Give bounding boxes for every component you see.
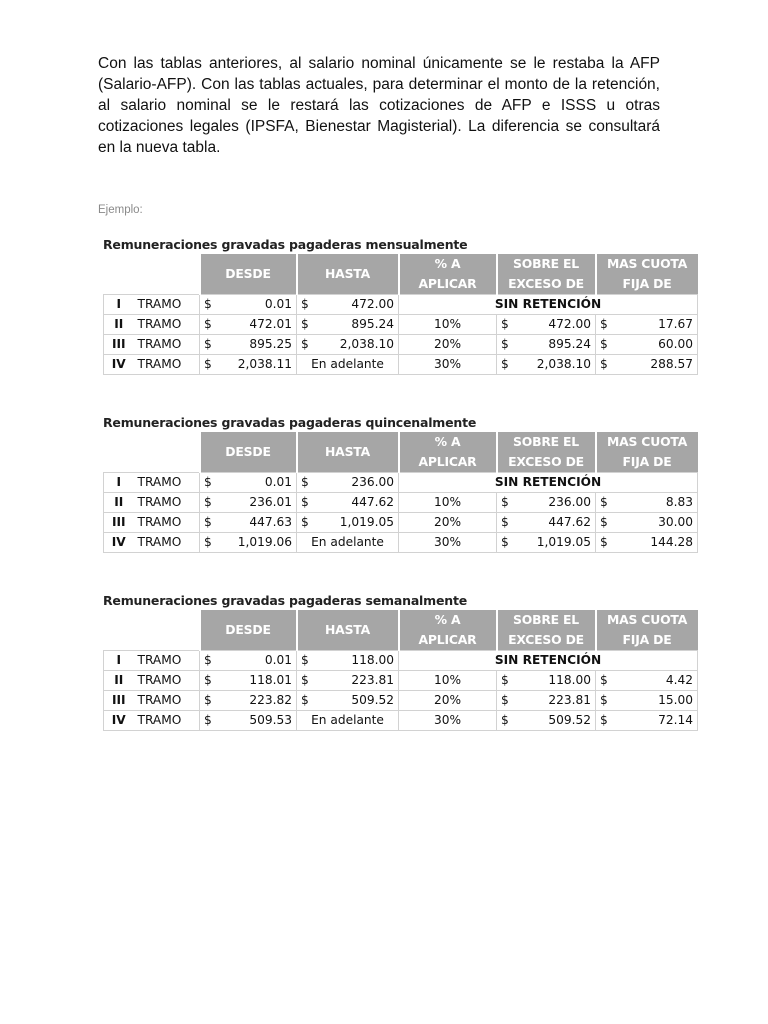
table-row <box>104 711 698 731</box>
header-pct: % A <box>399 254 497 274</box>
currency-sign: $ <box>596 671 616 691</box>
table-row <box>104 355 698 375</box>
sin-retencion: SIN RETENCIÓN <box>399 651 698 671</box>
tramo-label: TRAMO <box>134 355 200 375</box>
header-fija-de: FIJA DE <box>596 630 698 651</box>
currency-sign: $ <box>297 315 317 335</box>
tramo-label: TRAMO <box>134 691 200 711</box>
pct-value: 30% <box>399 355 497 375</box>
exceso-value: 447.62 <box>518 513 596 533</box>
desde-value: 447.63 <box>220 513 297 533</box>
tramo-number: II <box>104 493 134 513</box>
example-label: Ejemplo: <box>98 204 143 216</box>
header-sobre-el: SOBRE EL <box>497 610 596 630</box>
rate-table <box>103 432 698 553</box>
tramo-label: TRAMO <box>134 473 200 493</box>
tramo-number: III <box>104 335 134 355</box>
desde-value: 472.01 <box>220 315 297 335</box>
header-fija-de: FIJA DE <box>596 452 698 473</box>
header-sobre-el: SOBRE EL <box>497 432 596 452</box>
currency-sign: $ <box>200 691 220 711</box>
tramo-label: TRAMO <box>134 493 200 513</box>
tramo-label: TRAMO <box>134 315 200 335</box>
en-adelante: En adelante <box>297 355 399 375</box>
header-mas-cuota: MAS CUOTA <box>596 254 698 274</box>
exceso-value: 1,019.05 <box>518 533 596 553</box>
table-row <box>104 295 698 315</box>
cuota-value: 72.14 <box>616 711 698 731</box>
tramo-label: TRAMO <box>134 335 200 355</box>
pct-value: 30% <box>399 533 497 553</box>
table-row <box>104 315 698 335</box>
exceso-value: 509.52 <box>518 711 596 731</box>
currency-sign: $ <box>297 671 317 691</box>
currency-sign: $ <box>497 533 518 553</box>
cuota-value: 17.67 <box>616 315 698 335</box>
currency-sign: $ <box>297 335 317 355</box>
table-row <box>104 513 698 533</box>
currency-sign: $ <box>497 355 518 375</box>
tramo-label: TRAMO <box>134 651 200 671</box>
currency-sign: $ <box>200 295 220 315</box>
exceso-value: 118.00 <box>518 671 596 691</box>
pct-value: 20% <box>399 335 497 355</box>
hasta-value: 2,038.10 <box>317 335 399 355</box>
pct-value: 10% <box>399 493 497 513</box>
currency-sign: $ <box>200 651 220 671</box>
desde-value: 2,038.11 <box>220 355 297 375</box>
header-aplicar: APLICAR <box>399 630 497 651</box>
header-desde: DESDE <box>200 254 297 295</box>
table-block-quincenal <box>103 414 697 553</box>
currency-sign: $ <box>596 691 616 711</box>
table-row <box>104 473 698 493</box>
hasta-value: 509.52 <box>317 691 399 711</box>
cuota-value: 30.00 <box>616 513 698 533</box>
currency-sign: $ <box>497 671 518 691</box>
tramo-number: I <box>104 651 134 671</box>
sin-retencion: SIN RETENCIÓN <box>399 295 698 315</box>
hasta-value: 118.00 <box>317 651 399 671</box>
cuota-value: 288.57 <box>616 355 698 375</box>
currency-sign: $ <box>200 533 220 553</box>
tramo-number: III <box>104 513 134 533</box>
header-aplicar: APLICAR <box>399 452 497 473</box>
tramo-number: II <box>104 671 134 691</box>
header-exceso-de: EXCESO DE <box>497 630 596 651</box>
currency-sign: $ <box>497 335 518 355</box>
cuota-value: 60.00 <box>616 335 698 355</box>
table-row <box>104 671 698 691</box>
pct-value: 20% <box>399 691 497 711</box>
header-exceso-de: EXCESO DE <box>497 452 596 473</box>
rate-table <box>103 610 698 731</box>
table-row <box>104 493 698 513</box>
currency-sign: $ <box>297 473 317 493</box>
hasta-value: 472.00 <box>317 295 399 315</box>
tramo-number: IV <box>104 355 134 375</box>
currency-sign: $ <box>497 711 518 731</box>
currency-sign: $ <box>200 315 220 335</box>
header-aplicar: APLICAR <box>399 274 497 295</box>
currency-sign: $ <box>297 651 317 671</box>
exceso-value: 236.00 <box>518 493 596 513</box>
desde-value: 1,019.06 <box>220 533 297 553</box>
header-pct: % A <box>399 432 497 452</box>
currency-sign: $ <box>297 513 317 533</box>
currency-sign: $ <box>596 335 616 355</box>
cuota-value: 144.28 <box>616 533 698 553</box>
tramo-number: III <box>104 691 134 711</box>
header-hasta: HASTA <box>297 432 399 473</box>
header-blank <box>104 432 200 473</box>
cuota-value: 4.42 <box>616 671 698 691</box>
desde-value: 0.01 <box>220 651 297 671</box>
tramo-label: TRAMO <box>134 671 200 691</box>
currency-sign: $ <box>200 671 220 691</box>
currency-sign: $ <box>596 533 616 553</box>
table-row <box>104 335 698 355</box>
header-mas-cuota: MAS CUOTA <box>596 610 698 630</box>
header-hasta: HASTA <box>297 610 399 651</box>
pct-value: 30% <box>399 711 497 731</box>
pct-value: 10% <box>399 671 497 691</box>
currency-sign: $ <box>200 513 220 533</box>
currency-sign: $ <box>596 355 616 375</box>
currency-sign: $ <box>200 493 220 513</box>
currency-sign: $ <box>596 711 616 731</box>
desde-value: 509.53 <box>220 711 297 731</box>
intro-paragraph: Con las tablas anteriores, al salario nominal únicamente se le restaba la AFP (Salario-AFP). Con las tablas actuales, para determinar el monto de la retención, al salario nominal se le restará las cotizaciones de AFP e ISSS u otras cotizaciones legales (IPSFA, Bienestar Magisterial). La diferencia se consultará en la nueva tabla. <box>98 55 660 156</box>
header-mas-cuota: MAS CUOTA <box>596 432 698 452</box>
currency-sign: $ <box>497 691 518 711</box>
header-sobre-el: SOBRE EL <box>497 254 596 274</box>
hasta-value: 1,019.05 <box>317 513 399 533</box>
desde-value: 0.01 <box>220 295 297 315</box>
en-adelante: En adelante <box>297 533 399 553</box>
currency-sign: $ <box>497 493 518 513</box>
tramo-number: IV <box>104 533 134 553</box>
hasta-value: 447.62 <box>317 493 399 513</box>
header-blank <box>104 254 200 295</box>
tramo-label: TRAMO <box>134 711 200 731</box>
tramo-label: TRAMO <box>134 295 200 315</box>
desde-value: 223.82 <box>220 691 297 711</box>
header-desde: DESDE <box>200 432 297 473</box>
rate-table <box>103 254 698 375</box>
currency-sign: $ <box>596 315 616 335</box>
currency-sign: $ <box>596 513 616 533</box>
table-row <box>104 651 698 671</box>
pct-value: 10% <box>399 315 497 335</box>
pct-value: 20% <box>399 513 497 533</box>
sin-retencion: SIN RETENCIÓN <box>399 473 698 493</box>
header-exceso-de: EXCESO DE <box>497 274 596 295</box>
desde-value: 0.01 <box>220 473 297 493</box>
cuota-value: 15.00 <box>616 691 698 711</box>
currency-sign: $ <box>297 691 317 711</box>
exceso-value: 895.24 <box>518 335 596 355</box>
table-title: Remuneraciones gravadas pagaderas semanalmente <box>103 593 467 608</box>
currency-sign: $ <box>297 295 317 315</box>
desde-value: 895.25 <box>220 335 297 355</box>
tramo-label: TRAMO <box>134 533 200 553</box>
tramo-number: II <box>104 315 134 335</box>
header-desde: DESDE <box>200 610 297 651</box>
currency-sign: $ <box>297 493 317 513</box>
table-title: Remuneraciones gravadas pagaderas quincenalmente <box>103 415 477 430</box>
hasta-value: 895.24 <box>317 315 399 335</box>
header-blank <box>104 610 200 651</box>
currency-sign: $ <box>497 513 518 533</box>
header-hasta: HASTA <box>297 254 399 295</box>
header-fija-de: FIJA DE <box>596 274 698 295</box>
tramo-number: I <box>104 473 134 493</box>
exceso-value: 2,038.10 <box>518 355 596 375</box>
table-row <box>104 533 698 553</box>
desde-value: 236.01 <box>220 493 297 513</box>
currency-sign: $ <box>200 473 220 493</box>
en-adelante: En adelante <box>297 711 399 731</box>
header-pct: % A <box>399 610 497 630</box>
table-block-semanal <box>103 592 697 731</box>
currency-sign: $ <box>596 493 616 513</box>
table-title: Remuneraciones gravadas pagaderas mensualmente <box>103 237 468 252</box>
table-block-mensual <box>103 236 697 375</box>
table-row <box>104 691 698 711</box>
tramo-number: IV <box>104 711 134 731</box>
currency-sign: $ <box>200 335 220 355</box>
desde-value: 118.01 <box>220 671 297 691</box>
hasta-value: 236.00 <box>317 473 399 493</box>
tramo-label: TRAMO <box>134 513 200 533</box>
currency-sign: $ <box>200 711 220 731</box>
hasta-value: 223.81 <box>317 671 399 691</box>
cuota-value: 8.83 <box>616 493 698 513</box>
currency-sign: $ <box>200 355 220 375</box>
tramo-number: I <box>104 295 134 315</box>
currency-sign: $ <box>497 315 518 335</box>
exceso-value: 472.00 <box>518 315 596 335</box>
exceso-value: 223.81 <box>518 691 596 711</box>
